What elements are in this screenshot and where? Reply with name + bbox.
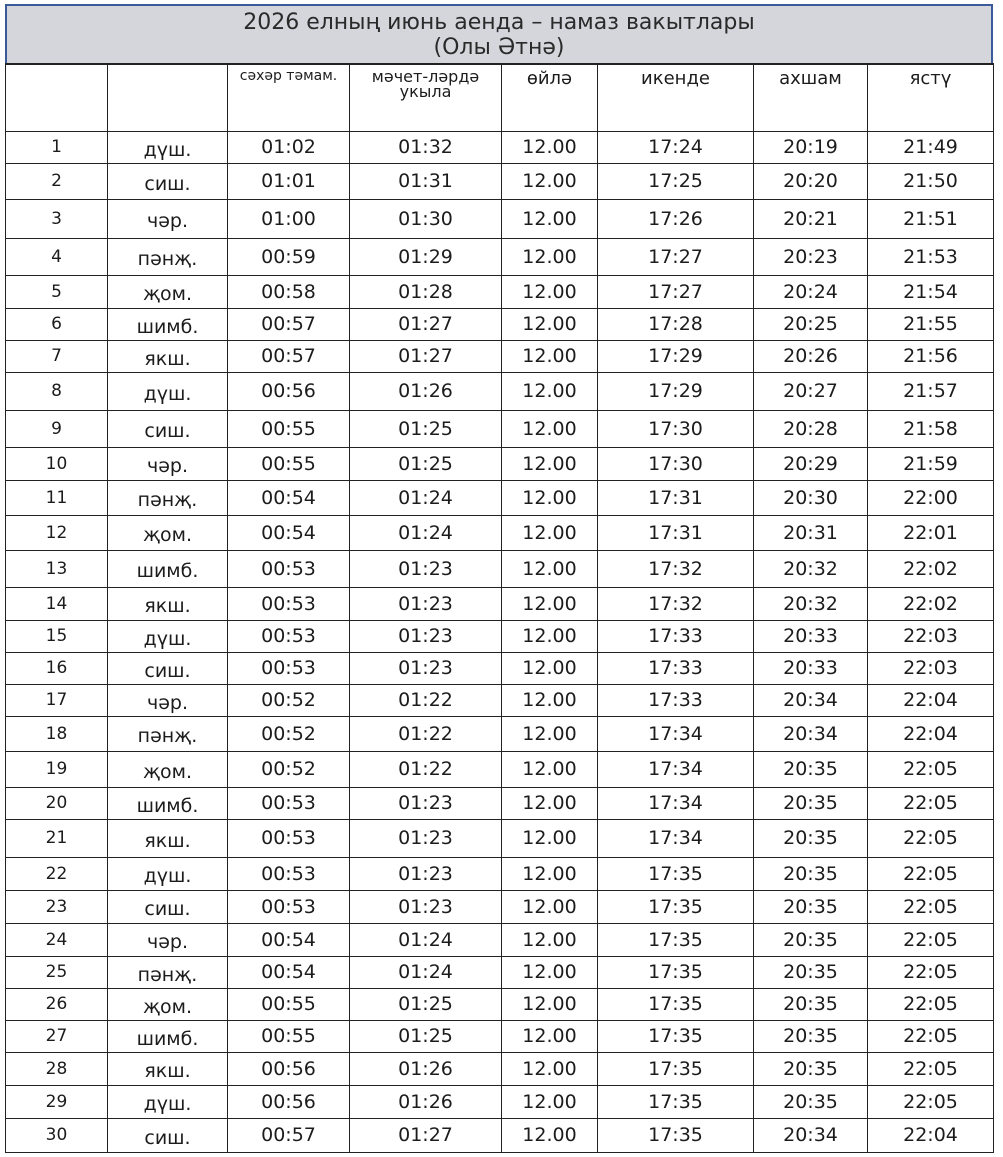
cell-weekday: пәнҗ. — [108, 238, 228, 275]
table-row — [6, 550, 994, 587]
cell-akhsham-time: 20:35 — [754, 890, 868, 923]
cell-yastu-time: 21:54 — [868, 275, 994, 308]
table-row — [6, 988, 994, 1020]
cell-akhsham-time: 20:33 — [754, 620, 868, 652]
cell-day-number: 16 — [6, 652, 108, 684]
cell-yastu-time: 22:05 — [868, 1052, 994, 1085]
cell-yastu-time: 22:02 — [868, 587, 994, 620]
cell-oyle-time: 12.00 — [502, 163, 598, 199]
cell-weekday: чәр. — [108, 923, 228, 956]
cell-oyle-time: 12.00 — [502, 890, 598, 923]
table-body — [6, 64, 994, 1152]
cell-akhsham-time: 20:35 — [754, 1020, 868, 1052]
cell-yastu-time: 22:04 — [868, 684, 994, 716]
cell-akhsham-time: 20:26 — [754, 340, 868, 372]
cell-day-number: 23 — [6, 890, 108, 923]
cell-yastu-time: 22:05 — [868, 890, 994, 923]
cell-day-number: 8 — [6, 372, 108, 410]
cell-sahar-time: 01:01 — [228, 163, 350, 199]
cell-weekday: якш. — [108, 1052, 228, 1085]
cell-yastu-time: 22:05 — [868, 1085, 994, 1118]
cell-yastu-time: 22:05 — [868, 988, 994, 1020]
cell-day-number: 21 — [6, 819, 108, 857]
cell-ikende-time: 17:35 — [598, 1085, 754, 1118]
cell-ikende-time: 17:35 — [598, 857, 754, 890]
cell-day-number: 5 — [6, 275, 108, 308]
cell-day-number: 25 — [6, 956, 108, 988]
cell-mosque-time: 01:25 — [350, 1020, 502, 1052]
cell-oyle-time: 12.00 — [502, 652, 598, 684]
header-cell-ikende: икенде — [598, 64, 754, 131]
cell-yastu-time: 21:53 — [868, 238, 994, 275]
cell-ikende-time: 17:27 — [598, 275, 754, 308]
cell-weekday: җом. — [108, 988, 228, 1020]
cell-mosque-time: 01:22 — [350, 751, 502, 787]
cell-mosque-time: 01:24 — [350, 956, 502, 988]
cell-yastu-time: 21:59 — [868, 447, 994, 480]
cell-yastu-time: 21:58 — [868, 410, 994, 447]
cell-sahar-time: 00:52 — [228, 716, 350, 751]
cell-weekday: якш. — [108, 340, 228, 372]
cell-ikende-time: 17:35 — [598, 988, 754, 1020]
cell-akhsham-time: 20:32 — [754, 550, 868, 587]
cell-mosque-time: 01:28 — [350, 275, 502, 308]
cell-mosque-time: 01:23 — [350, 550, 502, 587]
cell-sahar-time: 00:53 — [228, 652, 350, 684]
cell-oyle-time: 12.00 — [502, 857, 598, 890]
cell-weekday: пәнҗ. — [108, 480, 228, 515]
cell-sahar-time: 00:53 — [228, 787, 350, 819]
cell-oyle-time: 12.00 — [502, 988, 598, 1020]
header-cell-oyle: өйлә — [502, 64, 598, 131]
cell-sahar-time: 00:57 — [228, 1118, 350, 1152]
cell-weekday: чәр. — [108, 684, 228, 716]
table-row — [6, 410, 994, 447]
cell-weekday: дүш. — [108, 131, 228, 163]
cell-oyle-time: 12.00 — [502, 684, 598, 716]
cell-ikende-time: 17:29 — [598, 340, 754, 372]
cell-akhsham-time: 20:24 — [754, 275, 868, 308]
cell-akhsham-time: 20:19 — [754, 131, 868, 163]
cell-akhsham-time: 20:35 — [754, 1052, 868, 1085]
cell-akhsham-time: 20:35 — [754, 956, 868, 988]
cell-akhsham-time: 20:20 — [754, 163, 868, 199]
cell-yastu-time: 22:03 — [868, 652, 994, 684]
cell-day-number: 4 — [6, 238, 108, 275]
cell-yastu-time: 21:57 — [868, 372, 994, 410]
header-cell-mosque: мәчет-ләрдә укыла — [350, 64, 502, 131]
cell-mosque-time: 01:23 — [350, 787, 502, 819]
cell-weekday: дүш. — [108, 372, 228, 410]
header-cell-number — [6, 64, 108, 131]
cell-yastu-time: 22:05 — [868, 787, 994, 819]
cell-weekday: чәр. — [108, 199, 228, 238]
table-row — [6, 308, 994, 340]
table-row — [6, 372, 994, 410]
cell-ikende-time: 17:27 — [598, 238, 754, 275]
cell-akhsham-time: 20:31 — [754, 515, 868, 550]
cell-oyle-time: 12.00 — [502, 1085, 598, 1118]
cell-ikende-time: 17:31 — [598, 480, 754, 515]
cell-mosque-time: 01:27 — [350, 340, 502, 372]
table-row — [6, 275, 994, 308]
table-row — [6, 787, 994, 819]
cell-ikende-time: 17:34 — [598, 751, 754, 787]
cell-oyle-time: 12.00 — [502, 751, 598, 787]
table-row — [6, 652, 994, 684]
cell-ikende-time: 17:34 — [598, 716, 754, 751]
cell-day-number: 9 — [6, 410, 108, 447]
cell-weekday: дүш. — [108, 1085, 228, 1118]
table-row — [6, 515, 994, 550]
header-cell-weekday — [108, 64, 228, 131]
cell-day-number: 29 — [6, 1085, 108, 1118]
cell-yastu-time: 22:05 — [868, 819, 994, 857]
cell-mosque-time: 01:24 — [350, 515, 502, 550]
table-row — [6, 1085, 994, 1118]
cell-akhsham-time: 20:23 — [754, 238, 868, 275]
cell-weekday: якш. — [108, 587, 228, 620]
cell-weekday: сиш. — [108, 652, 228, 684]
cell-yastu-time: 22:01 — [868, 515, 994, 550]
cell-weekday: сиш. — [108, 890, 228, 923]
cell-weekday: дүш. — [108, 620, 228, 652]
cell-mosque-time: 01:25 — [350, 988, 502, 1020]
cell-ikende-time: 17:35 — [598, 923, 754, 956]
cell-weekday: сиш. — [108, 1118, 228, 1152]
cell-sahar-time: 00:52 — [228, 684, 350, 716]
cell-yastu-time: 22:05 — [868, 923, 994, 956]
cell-sahar-time: 00:56 — [228, 1085, 350, 1118]
table-row — [6, 819, 994, 857]
cell-akhsham-time: 20:35 — [754, 923, 868, 956]
cell-akhsham-time: 20:35 — [754, 751, 868, 787]
cell-mosque-time: 01:32 — [350, 131, 502, 163]
cell-oyle-time: 12.00 — [502, 1118, 598, 1152]
table-row — [6, 163, 994, 199]
cell-mosque-time: 01:23 — [350, 620, 502, 652]
cell-oyle-time: 12.00 — [502, 587, 598, 620]
header-row — [6, 64, 994, 131]
cell-ikende-time: 17:35 — [598, 1052, 754, 1085]
cell-day-number: 7 — [6, 340, 108, 372]
cell-weekday: дүш. — [108, 857, 228, 890]
cell-sahar-time: 00:58 — [228, 275, 350, 308]
prayer-times-table — [5, 63, 994, 1153]
cell-yastu-time: 22:03 — [868, 620, 994, 652]
cell-akhsham-time: 20:35 — [754, 988, 868, 1020]
cell-yastu-time: 21:51 — [868, 199, 994, 238]
page-title: 2026 елның июнь аенда – намаз вакытлары — [243, 9, 755, 35]
cell-weekday: шимб. — [108, 1020, 228, 1052]
cell-mosque-time: 01:27 — [350, 1118, 502, 1152]
cell-oyle-time: 12.00 — [502, 447, 598, 480]
cell-akhsham-time: 20:28 — [754, 410, 868, 447]
cell-yastu-time: 21:49 — [868, 131, 994, 163]
table-row — [6, 1052, 994, 1085]
cell-sahar-time: 00:53 — [228, 857, 350, 890]
cell-ikende-time: 17:26 — [598, 199, 754, 238]
cell-mosque-time: 01:27 — [350, 308, 502, 340]
table-row — [6, 684, 994, 716]
cell-akhsham-time: 20:32 — [754, 587, 868, 620]
cell-yastu-time: 22:05 — [868, 1020, 994, 1052]
cell-akhsham-time: 20:34 — [754, 1118, 868, 1152]
cell-ikende-time: 17:32 — [598, 587, 754, 620]
cell-sahar-time: 00:57 — [228, 340, 350, 372]
table-row — [6, 480, 994, 515]
cell-sahar-time: 00:55 — [228, 988, 350, 1020]
cell-mosque-time: 01:24 — [350, 923, 502, 956]
cell-sahar-time: 00:54 — [228, 515, 350, 550]
cell-sahar-time: 00:54 — [228, 480, 350, 515]
title-banner — [5, 4, 993, 63]
cell-oyle-time: 12.00 — [502, 923, 598, 956]
cell-yastu-time: 22:04 — [868, 716, 994, 751]
cell-mosque-time: 01:24 — [350, 480, 502, 515]
cell-weekday: җом. — [108, 275, 228, 308]
cell-sahar-time: 00:53 — [228, 550, 350, 587]
cell-mosque-time: 01:23 — [350, 819, 502, 857]
cell-yastu-time: 22:00 — [868, 480, 994, 515]
cell-oyle-time: 12.00 — [502, 819, 598, 857]
cell-oyle-time: 12.00 — [502, 410, 598, 447]
cell-sahar-time: 01:00 — [228, 199, 350, 238]
cell-weekday: җом. — [108, 515, 228, 550]
cell-oyle-time: 12.00 — [502, 480, 598, 515]
cell-oyle-time: 12.00 — [502, 956, 598, 988]
cell-akhsham-time: 20:33 — [754, 652, 868, 684]
table-row — [6, 238, 994, 275]
cell-ikende-time: 17:33 — [598, 620, 754, 652]
cell-day-number: 22 — [6, 857, 108, 890]
cell-akhsham-time: 20:25 — [754, 308, 868, 340]
cell-ikende-time: 17:35 — [598, 1118, 754, 1152]
cell-ikende-time: 17:34 — [598, 819, 754, 857]
cell-oyle-time: 12.00 — [502, 275, 598, 308]
table-row — [6, 199, 994, 238]
header-cell-akhsham: ахшам — [754, 64, 868, 131]
cell-weekday: шимб. — [108, 550, 228, 587]
cell-day-number: 2 — [6, 163, 108, 199]
cell-ikende-time: 17:31 — [598, 515, 754, 550]
cell-akhsham-time: 20:34 — [754, 716, 868, 751]
cell-weekday: пәнҗ. — [108, 716, 228, 751]
cell-sahar-time: 00:53 — [228, 819, 350, 857]
table-row — [6, 131, 994, 163]
cell-ikende-time: 17:34 — [598, 787, 754, 819]
location-subtitle: (Олы Әтнә) — [433, 34, 565, 60]
cell-yastu-time: 22:05 — [868, 956, 994, 988]
cell-oyle-time: 12.00 — [502, 372, 598, 410]
header-cell-yastu: ястү — [868, 64, 994, 131]
cell-ikende-time: 17:35 — [598, 890, 754, 923]
cell-day-number: 24 — [6, 923, 108, 956]
cell-sahar-time: 00:55 — [228, 447, 350, 480]
cell-mosque-time: 01:22 — [350, 684, 502, 716]
cell-oyle-time: 12.00 — [502, 1020, 598, 1052]
cell-akhsham-time: 20:34 — [754, 684, 868, 716]
table-row — [6, 447, 994, 480]
cell-mosque-time: 01:25 — [350, 447, 502, 480]
cell-mosque-time: 01:22 — [350, 716, 502, 751]
cell-sahar-time: 00:52 — [228, 751, 350, 787]
cell-sahar-time: 00:56 — [228, 372, 350, 410]
cell-mosque-time: 01:31 — [350, 163, 502, 199]
cell-sahar-time: 00:54 — [228, 923, 350, 956]
cell-ikende-time: 17:28 — [598, 308, 754, 340]
cell-weekday: сиш. — [108, 163, 228, 199]
cell-ikende-time: 17:29 — [598, 372, 754, 410]
cell-oyle-time: 12.00 — [502, 515, 598, 550]
cell-ikende-time: 17:24 — [598, 131, 754, 163]
cell-day-number: 10 — [6, 447, 108, 480]
cell-akhsham-time: 20:35 — [754, 857, 868, 890]
cell-mosque-time: 01:30 — [350, 199, 502, 238]
cell-yastu-time: 22:05 — [868, 751, 994, 787]
table-row — [6, 751, 994, 787]
cell-yastu-time: 22:05 — [868, 857, 994, 890]
cell-akhsham-time: 20:27 — [754, 372, 868, 410]
cell-sahar-time: 00:57 — [228, 308, 350, 340]
cell-mosque-time: 01:23 — [350, 857, 502, 890]
cell-day-number: 26 — [6, 988, 108, 1020]
cell-day-number: 1 — [6, 131, 108, 163]
table-row — [6, 340, 994, 372]
cell-yastu-time: 21:56 — [868, 340, 994, 372]
cell-day-number: 15 — [6, 620, 108, 652]
cell-weekday: шимб. — [108, 308, 228, 340]
cell-weekday: пәнҗ. — [108, 956, 228, 988]
cell-day-number: 18 — [6, 716, 108, 751]
cell-weekday: чәр. — [108, 447, 228, 480]
cell-sahar-time: 00:53 — [228, 620, 350, 652]
cell-day-number: 3 — [6, 199, 108, 238]
cell-ikende-time: 17:32 — [598, 550, 754, 587]
cell-oyle-time: 12.00 — [502, 620, 598, 652]
cell-ikende-time: 17:35 — [598, 1020, 754, 1052]
cell-oyle-time: 12.00 — [502, 1052, 598, 1085]
cell-mosque-time: 01:25 — [350, 410, 502, 447]
cell-day-number: 14 — [6, 587, 108, 620]
cell-sahar-time: 00:53 — [228, 587, 350, 620]
cell-oyle-time: 12.00 — [502, 199, 598, 238]
cell-oyle-time: 12.00 — [502, 131, 598, 163]
cell-day-number: 13 — [6, 550, 108, 587]
cell-day-number: 20 — [6, 787, 108, 819]
cell-oyle-time: 12.00 — [502, 716, 598, 751]
cell-ikende-time: 17:33 — [598, 684, 754, 716]
table-row — [6, 1020, 994, 1052]
header-cell-sahar: сәхәр тәмам. — [228, 64, 350, 131]
cell-sahar-time: 00:55 — [228, 410, 350, 447]
cell-day-number: 6 — [6, 308, 108, 340]
table-row — [6, 890, 994, 923]
cell-weekday: шимб. — [108, 787, 228, 819]
cell-day-number: 11 — [6, 480, 108, 515]
cell-oyle-time: 12.00 — [502, 308, 598, 340]
cell-day-number: 30 — [6, 1118, 108, 1152]
cell-mosque-time: 01:26 — [350, 1085, 502, 1118]
cell-sahar-time: 00:59 — [228, 238, 350, 275]
cell-oyle-time: 12.00 — [502, 340, 598, 372]
cell-akhsham-time: 20:21 — [754, 199, 868, 238]
table-row — [6, 857, 994, 890]
cell-sahar-time: 00:55 — [228, 1020, 350, 1052]
cell-sahar-time: 00:54 — [228, 956, 350, 988]
table-row — [6, 923, 994, 956]
cell-oyle-time: 12.00 — [502, 550, 598, 587]
cell-ikende-time: 17:25 — [598, 163, 754, 199]
cell-yastu-time: 21:50 — [868, 163, 994, 199]
cell-akhsham-time: 20:35 — [754, 787, 868, 819]
cell-ikende-time: 17:35 — [598, 956, 754, 988]
schedule-sheet — [5, 4, 993, 1153]
cell-oyle-time: 12.00 — [502, 238, 598, 275]
cell-sahar-time: 00:53 — [228, 890, 350, 923]
cell-mosque-time: 01:26 — [350, 372, 502, 410]
table-row — [6, 956, 994, 988]
cell-mosque-time: 01:23 — [350, 652, 502, 684]
cell-yastu-time: 22:02 — [868, 550, 994, 587]
cell-ikende-time: 17:30 — [598, 447, 754, 480]
cell-mosque-time: 01:29 — [350, 238, 502, 275]
cell-ikende-time: 17:30 — [598, 410, 754, 447]
cell-mosque-time: 01:26 — [350, 1052, 502, 1085]
cell-akhsham-time: 20:35 — [754, 1085, 868, 1118]
cell-akhsham-time: 20:29 — [754, 447, 868, 480]
table-row — [6, 587, 994, 620]
cell-day-number: 17 — [6, 684, 108, 716]
table-row — [6, 1118, 994, 1152]
cell-day-number: 12 — [6, 515, 108, 550]
cell-akhsham-time: 20:30 — [754, 480, 868, 515]
cell-weekday: сиш. — [108, 410, 228, 447]
cell-yastu-time: 22:04 — [868, 1118, 994, 1152]
cell-ikende-time: 17:33 — [598, 652, 754, 684]
cell-day-number: 28 — [6, 1052, 108, 1085]
cell-weekday: җом. — [108, 751, 228, 787]
cell-sahar-time: 00:56 — [228, 1052, 350, 1085]
cell-sahar-time: 01:02 — [228, 131, 350, 163]
table-row — [6, 620, 994, 652]
cell-yastu-time: 21:55 — [868, 308, 994, 340]
cell-day-number: 27 — [6, 1020, 108, 1052]
cell-mosque-time: 01:23 — [350, 587, 502, 620]
table-row — [6, 716, 994, 751]
cell-weekday: якш. — [108, 819, 228, 857]
cell-oyle-time: 12.00 — [502, 787, 598, 819]
cell-day-number: 19 — [6, 751, 108, 787]
cell-mosque-time: 01:23 — [350, 890, 502, 923]
cell-akhsham-time: 20:35 — [754, 819, 868, 857]
